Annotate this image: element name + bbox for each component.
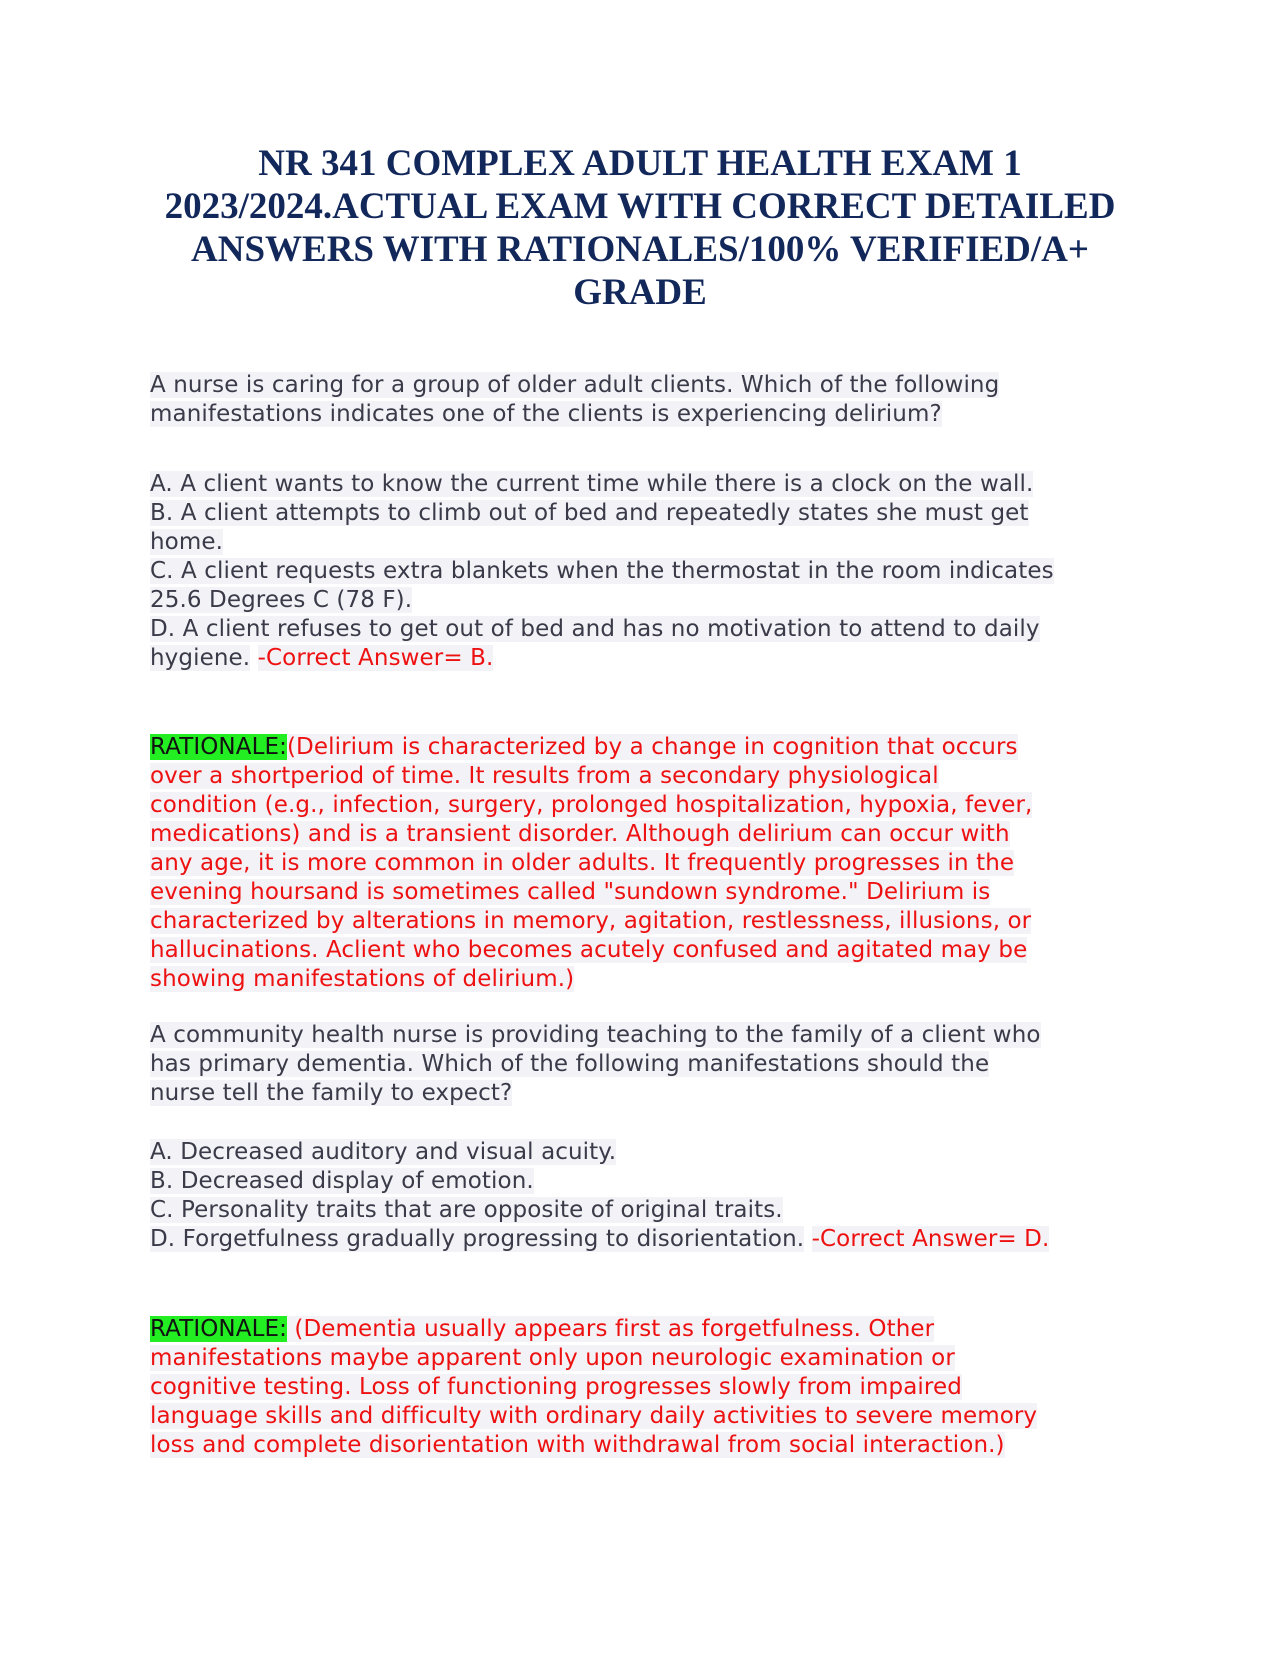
title-line: 2023/2024.ACTUAL EXAM WITH CORRECT DETAILED [164, 186, 1116, 227]
rationale-line: (Dementia usually appears first as forgetfulness. Other [286, 1316, 935, 1342]
option-line: 25.6 Degrees C (78 F). [150, 587, 413, 613]
option-line: home. [150, 529, 224, 555]
rationale-line: evening hoursand is sometimes called "sundown syndrome." Delirium is [150, 879, 991, 905]
rationale-line: showing manifestations of delirium.) [150, 966, 575, 992]
rationale-line: loss and complete disorientation with withdrawal from social interaction.) [150, 1432, 1005, 1458]
option-line: D. A client refuses to get out of bed and has no motivation to attend to daily [150, 616, 1040, 642]
question-stem-line: manifestations indicates one of the clients is experiencing delirium? [150, 401, 942, 427]
question-1-stem [150, 371, 1150, 429]
option-line: C. A client requests extra blankets when the thermostat in the room indicates [150, 558, 1054, 584]
rationale-line: language skills and difficulty with ordinary daily activities to severe memory [150, 1403, 1038, 1429]
rationale-label: RATIONALE: [150, 734, 287, 760]
question-2-rationale [150, 1315, 1150, 1460]
option-line: B. A client attempts to climb out of bed and repeatedly states she must get [150, 500, 1029, 526]
question-stem-line: A nurse is caring for a group of older adult clients. Which of the following [150, 372, 1000, 398]
rationale-line: any age, it is more common in older adults. It frequently progresses in the [150, 850, 1015, 876]
question-2-options [150, 1138, 1150, 1254]
rationale-line: hallucinations. Aclient who becomes acutely confused and agitated may be [150, 937, 1028, 963]
title-line: NR 341 COMPLEX ADULT HEALTH EXAM 1 [258, 143, 1022, 184]
option-line: C. Personality traits that are opposite of original traits. [150, 1197, 783, 1223]
rationale-line: manifestations maybe apparent only upon neurologic examination or [150, 1345, 955, 1371]
rationale-label: RATIONALE: [150, 1316, 287, 1342]
rationale-line: (Delirium is characterized by a change in cognition that occurs [286, 734, 1018, 760]
question-stem-line: A community health nurse is providing teaching to the family of a client who [150, 1022, 1041, 1048]
correct-answer: -Correct Answer= D. [811, 1226, 1050, 1252]
rationale-line: over a shortperiod of time. It results from a secondary physiological [150, 763, 939, 789]
option-line: D. Forgetfulness gradually progressing to disorientation. [150, 1226, 805, 1252]
option-line: A. A client wants to know the current time while there is a clock on the wall. [150, 471, 1034, 497]
rationale-line: cognitive testing. Loss of functioning progresses slowly from impaired [150, 1374, 962, 1400]
document-title [140, 142, 1140, 314]
title-line: GRADE [573, 272, 707, 313]
question-stem-line: nurse tell the family to expect? [150, 1080, 513, 1106]
title-line: ANSWERS WITH RATIONALES/100% VERIFIED/A+ [191, 229, 1089, 270]
question-2-stem [150, 1021, 1150, 1108]
question-1-rationale [150, 733, 1150, 994]
correct-answer: -Correct Answer= B. [257, 645, 494, 671]
rationale-line: condition (e.g., infection, surgery, prolonged hospitalization, hypoxia, fever, [150, 792, 1033, 818]
rationale-line: characterized by alterations in memory, agitation, restlessness, illusions, or [150, 908, 1032, 934]
option-line: hygiene. [150, 645, 251, 671]
option-line: B. Decreased display of emotion. [150, 1168, 534, 1194]
rationale-line: medications) and is a transient disorder. Although delirium can occur with [150, 821, 1010, 847]
question-1-options [150, 470, 1150, 673]
question-stem-line: has primary dementia. Which of the following manifestations should the [150, 1051, 990, 1077]
option-line: A. Decreased auditory and visual acuity. [150, 1139, 617, 1165]
